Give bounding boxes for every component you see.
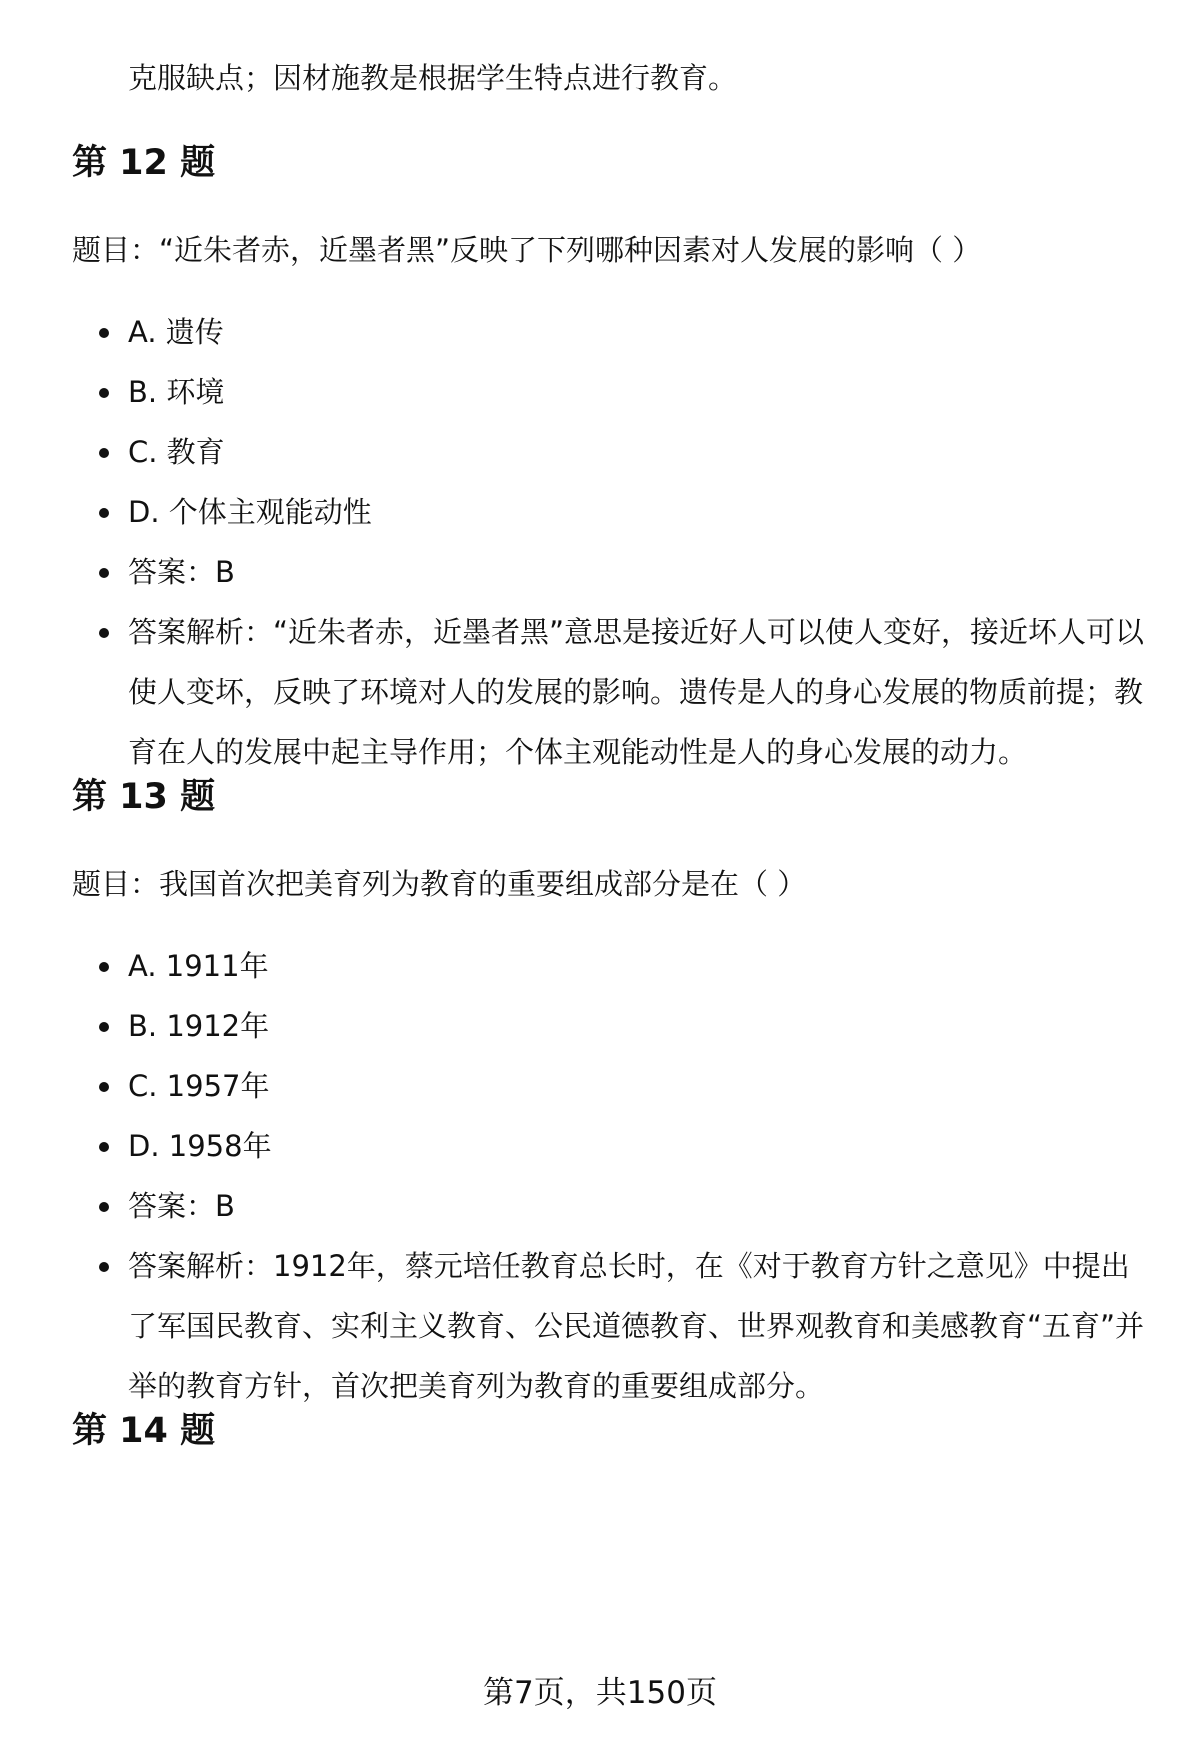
- question-12-options: [72, 312, 1152, 802]
- option-b: B. 环境: [72, 372, 1152, 412]
- answer-explanation: 答案解析：“近朱者赤，近墨者黑”意思是接近好人可以使人变好，接近坏人可以使人变坏，反映了环境对人的发展的影响。遗传是人的身心发展的物质前提；教育在人的发展中起主导作用；个体主观能动性是人的身心发展的动力。: [72, 602, 1152, 782]
- continuation-text: 克服缺点；因材施教是根据学生特点进行教育。: [128, 61, 738, 95]
- option-a: A. 遗传: [72, 312, 1152, 352]
- question-12-heading: 第 12 题: [72, 143, 216, 183]
- answer-explanation: 答案解析：1912年，蔡元培任教育总长时，在《对于教育方针之意见》中提出了军国民教育、实利主义教育、公民道德教育、世界观教育和美感教育“五育”并举的教育方针，首次把美育列为教育的重要组成部分。: [72, 1236, 1152, 1416]
- option-d: D. 个体主观能动性: [72, 492, 1152, 532]
- question-13-text: 题目：我国首次把美育列为教育的重要组成部分是在（ ）: [72, 867, 807, 901]
- question-14-heading: 第 14 题: [72, 1411, 216, 1451]
- page-footer: 第7页，共150页: [483, 1675, 717, 1711]
- option-a: A. 1911年: [72, 946, 1152, 986]
- answer: 答案：B: [72, 1186, 1152, 1226]
- question-13-heading: 第 13 题: [72, 777, 216, 817]
- question-13-options: [72, 946, 1152, 1436]
- option-d: D. 1958年: [72, 1126, 1152, 1166]
- question-12-text: 题目：“近朱者赤，近墨者黑”反映了下列哪种因素对人发展的影响（ ）: [72, 233, 982, 267]
- option-c: C. 1957年: [72, 1066, 1152, 1106]
- option-b: B. 1912年: [72, 1006, 1152, 1046]
- answer: 答案：B: [72, 552, 1152, 592]
- option-c: C. 教育: [72, 432, 1152, 472]
